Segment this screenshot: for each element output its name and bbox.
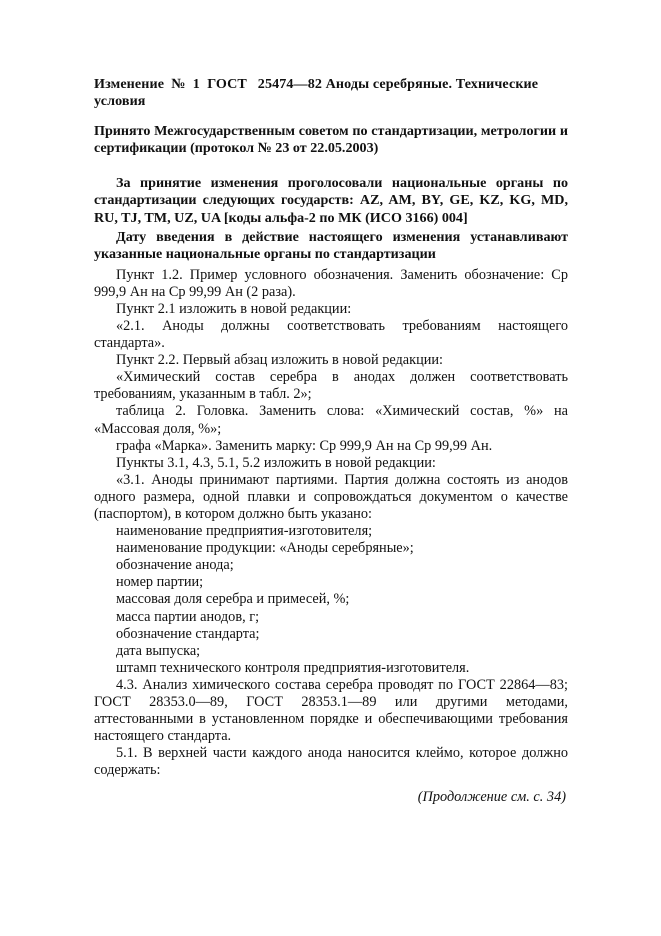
- list-item: обозначение анода;: [116, 557, 234, 574]
- amendment-title-line2: условия: [94, 93, 146, 110]
- body-paragraph: Пункт 1.2. Пример условного обозначения. Заменить обозначение: Ср 999,9 Ан на Ср 99,99 Ан (2 раза).: [94, 266, 568, 300]
- body-paragraph: 4.3. Анализ химического состава серебра проводят по ГОСТ 22864—83; ГОСТ 28353.0—89, ГОСТ 28353.1—89 или другими методами, аттестованными в установленном порядке и обеспечивающими требования настоящего стандарта.: [94, 676, 568, 745]
- body-paragraph: «3.1. Аноды принимают партиями. Партия должна состоять из анодов одного размера, одной плавки и сопровождаться документом о качестве (паспортом), в котором должно быть указано:: [94, 471, 568, 522]
- list-item: масса партии анодов, г;: [116, 608, 260, 625]
- body-paragraph: графа «Марка». Заменить марку: Ср 999,9 Ан на Ср 99,99 Ан.: [116, 437, 493, 454]
- body-paragraph: Пункт 2.2. Первый абзац изложить в новой редакции:: [116, 352, 444, 369]
- body-paragraph: таблица 2. Головка. Заменить слова: «Химический состав, %» на «Массовая доля, %»;: [94, 403, 568, 437]
- body-paragraph: «2.1. Аноды должны соответствовать требованиям настоящего стандарта».: [94, 317, 568, 352]
- document-page: [94, 76, 568, 807]
- effective-date-note: Дату введения в действие настоящего изменения устанавливают указанные национальные органы по стандартизации: [94, 229, 568, 263]
- body-paragraph: «Химический состав серебра в анодах должен соответствовать требованиям, указанным в табл. 2»;: [94, 369, 568, 403]
- body-paragraph: Пункты 3.1, 4.3, 5.1, 5.2 изложить в новой редакции:: [116, 454, 436, 471]
- list-item: массовая доля серебра и примесей, %;: [116, 591, 350, 608]
- amendment-title: [94, 76, 568, 111]
- voting-note: За принятие изменения проголосовали национальные органы по стандартизации следующих государств: AZ, AM, BY, GE, KZ, KG, MD, RU, TJ, TM, UZ, UA [коды альфа-2 по МК (ИСО 3166) 004]: [94, 175, 568, 226]
- body-paragraph: Пункт 2.1 изложить в новой редакции:: [116, 300, 352, 317]
- body-paragraph: 5.1. В верхней части каждого анода наносится клеймо, которое должно содержать:: [94, 745, 568, 779]
- list-item: штамп технического контроля предприятия-изготовителя.: [116, 659, 470, 676]
- list-item: наименование предприятия-изготовителя;: [116, 523, 373, 540]
- adoption-note: Принято Межгосударственным советом по стандартизации, метрологии и сертификации (протокол № 23 от 22.05.2003): [94, 122, 568, 156]
- amendment-body: [94, 267, 568, 780]
- list-item: наименование продукции: «Аноды серебряные»;: [116, 540, 414, 557]
- list-item: номер партии;: [116, 574, 204, 591]
- list-item: обозначение стандарта;: [116, 625, 260, 642]
- continuation-note: (Продолжение см. с. 34): [417, 789, 566, 806]
- list-item: дата выпуска;: [116, 642, 201, 659]
- amendment-title-line1: Изменение № 1 ГОСТ 25474—82 Аноды серебряные. Технические: [94, 76, 539, 92]
